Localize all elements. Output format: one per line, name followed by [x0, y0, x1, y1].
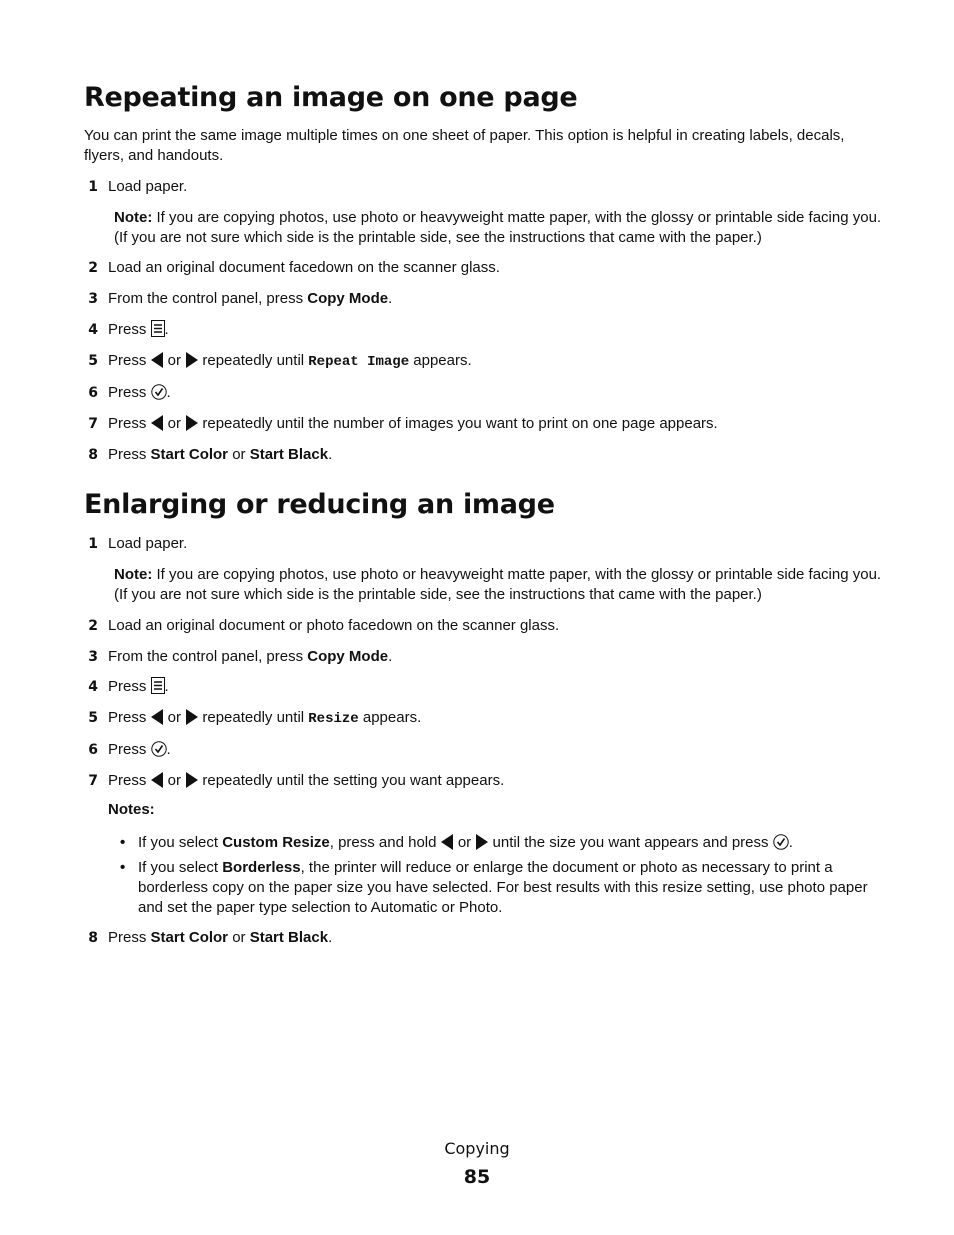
select-checkmark-icon	[151, 741, 167, 763]
menu-icon	[151, 320, 165, 343]
left-arrow-icon	[151, 709, 164, 731]
left-arrow-icon	[151, 772, 164, 794]
menu-icon	[151, 677, 165, 700]
select-checkmark-icon	[151, 384, 167, 406]
footer-chapter-label: Copying	[444, 1139, 510, 1158]
right-arrow-icon	[185, 709, 198, 731]
note: Note: If you are copying photos, use photo or heavyweight matte paper, with the glossy or printable side facing you. (If you are not sure which side is the printable side, see the instructions that came with the paper.)	[114, 566, 882, 603]
intro-paragraph: You can print the same image multiple times on one sheet of paper. This option is helpful in creating labels, decals, flyers, and handouts.	[84, 127, 845, 164]
notes-heading: Notes:	[108, 801, 155, 818]
left-arrow-icon	[441, 834, 454, 856]
section-title-repeating: Repeating an image on one page	[84, 82, 578, 113]
left-arrow-icon	[151, 415, 164, 437]
select-checkmark-icon	[773, 834, 789, 856]
right-arrow-icon	[185, 415, 198, 437]
right-arrow-icon	[475, 834, 488, 856]
right-arrow-icon	[185, 772, 198, 794]
note: Note: If you are copying photos, use photo or heavyweight matte paper, with the glossy or printable side facing you. (If you are not sure which side is the printable side, see the instructions that came with the paper.)	[114, 209, 882, 246]
section-title-enlarging: Enlarging or reducing an image	[84, 489, 555, 520]
page-number: 85	[463, 1166, 491, 1188]
right-arrow-icon	[185, 352, 198, 374]
left-arrow-icon	[151, 352, 164, 374]
